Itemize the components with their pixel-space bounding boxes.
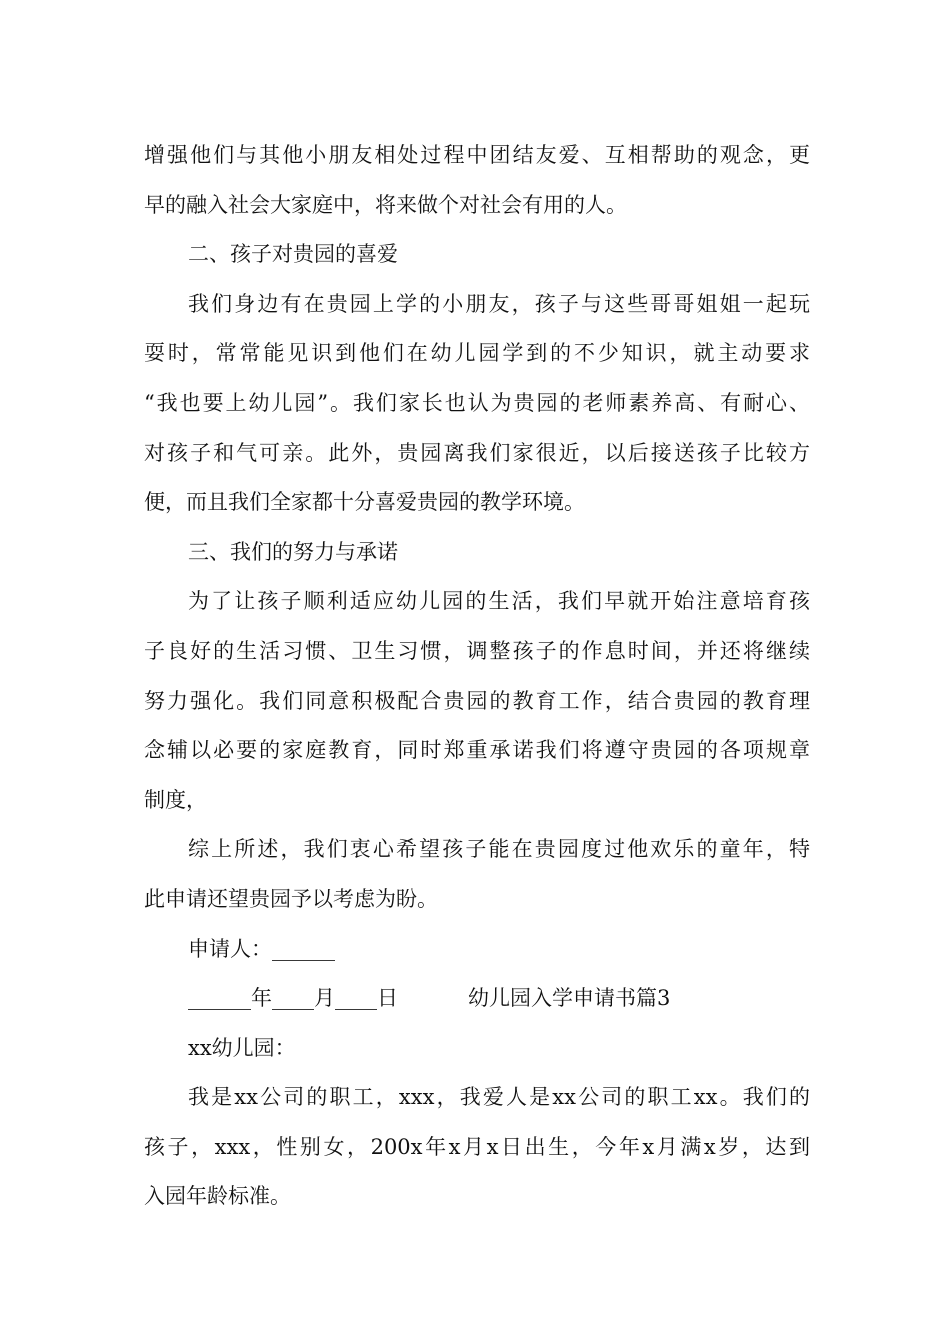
paragraph-line: 念辅以必要的家庭教育，同时郑重承诺我们将遵守贵园的各项规章 [144,738,810,763]
paragraph-line: 子良好的生活习惯、卫生习惯，调整孩子的作息时间，并还将继续 [144,638,810,663]
section-heading: 三、我们的努力与承诺 [188,539,398,564]
paragraph-line: 我是xx公司的职工，xxx，我爱人是xx公司的职工xx。我们的 [188,1085,810,1110]
paragraph-line: “我也要上幼儿园”。我们家长也认为贵园的老师素养高、有耐心、 [144,390,810,415]
salutation: xx幼儿园： [188,1035,296,1060]
paragraph-line: 早的融入社会大家庭中，将来做个对社会有用的人。 [144,192,627,217]
date-blank: ______年____月____日 [188,986,398,1011]
paragraph-line: 我们身边有在贵园上学的小朋友，孩子与这些哥哥姐姐一起玩 [188,291,810,316]
paragraph-line: 努力强化。我们同意积极配合贵园的教育工作，结合贵园的教育理 [144,688,810,713]
paragraph-line: 便，而且我们全家都十分喜爱贵园的教学环境。 [144,490,585,515]
paragraph-line: 制度， [144,787,207,812]
paragraph-line: 为了让孩子顺利适应幼儿园的生活，我们早就开始注意培育孩 [188,589,810,614]
document-body [144,131,810,1222]
paragraph-line: 对孩子和气可亲。此外，贵园离我们家很近，以后接送孩子比较方 [144,440,810,465]
section-heading: 二、孩子对贵园的喜爱 [188,242,398,267]
date-and-heading-line [144,974,810,1024]
paragraph-line: 孩子，xxx，性别女，200x年x月x日出生，今年x月满x岁，达到 [144,1134,810,1159]
paragraph-line: 耍时，常常能见识到他们在幼儿园学到的不少知识，就主动要求 [144,341,810,366]
paragraph-line: 入园年龄标准。 [144,1184,291,1209]
paragraph-line: 增强他们与其他小朋友相处过程中团结友爱、互相帮助的观念，更 [144,143,810,167]
paragraph-line: 综上所述，我们衷心希望孩子能在贵园度过他欢乐的童年，特 [188,837,810,862]
applicant-signature: 申请人：______ [188,936,335,961]
paragraph-line: 此申请还望贵园予以考虑为盼。 [144,886,438,911]
section-title: 幼儿园入学申请书篇3 [468,986,671,1011]
